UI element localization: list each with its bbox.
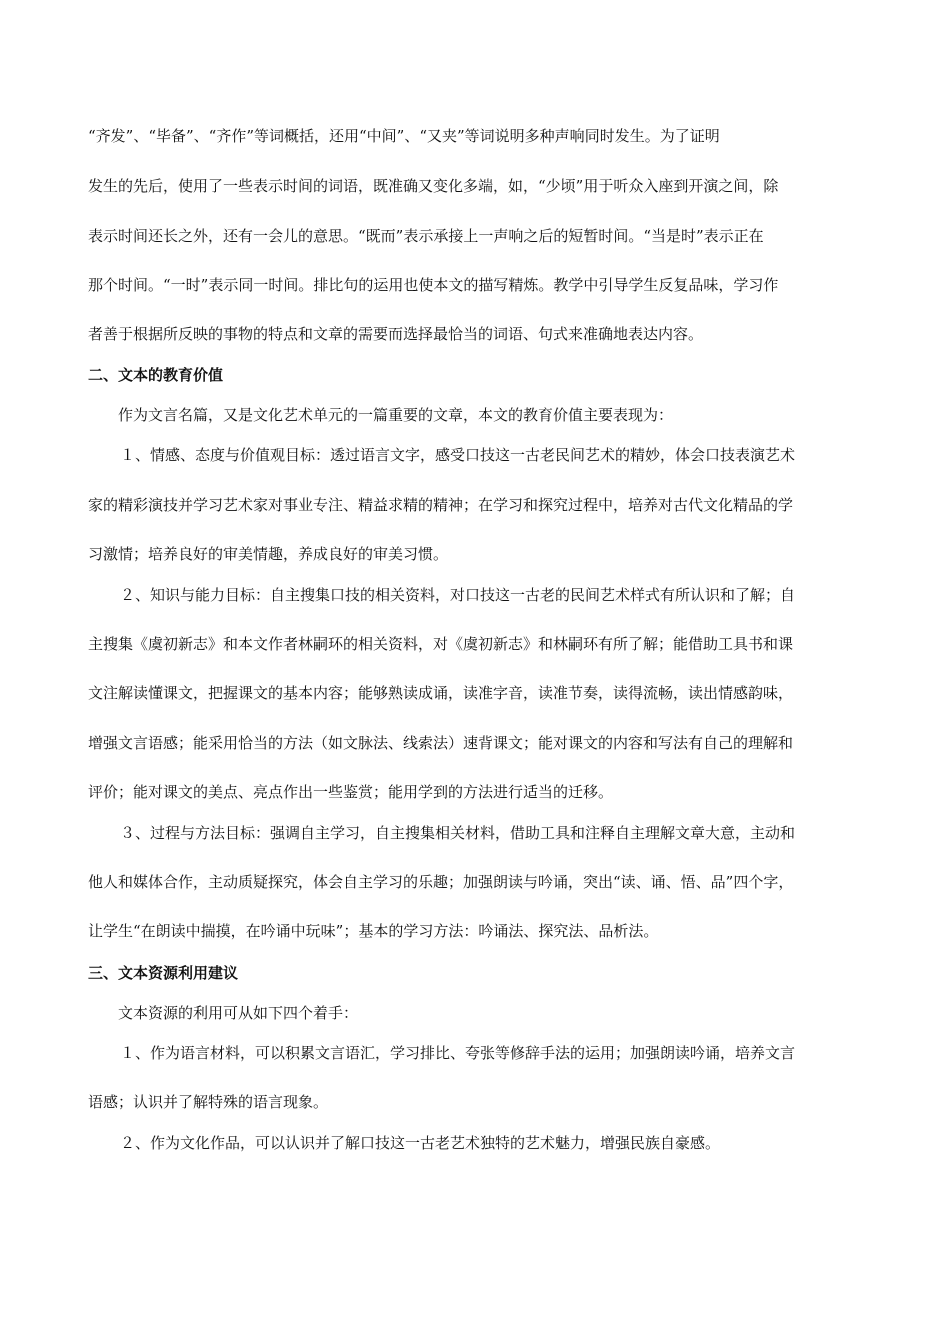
paragraph-line: 发生的先后，使用了一些表示时间的词语，既准确又变化多端，如，“少顷”用于听众入座到开演之间，除 bbox=[88, 177, 779, 195]
paragraph-line: 他人和媒体合作，主动质疑探究，体会自主学习的乐趣；加强朗读与吟诵，突出“读、诵、悟、品”四个字， bbox=[88, 873, 794, 891]
section-heading: 二、文本的教育价值 bbox=[88, 366, 224, 384]
paragraph-line: 者善于根据所反映的事物的特点和文章的需要而选择最恰当的词语、句式来准确地表达内容。 bbox=[88, 325, 704, 343]
paragraph-line: 那个时间。“一时”表示同一时间。排比句的运用也使本文的描写精炼。教学中引导学生反复品味，学习作 bbox=[88, 276, 779, 294]
paragraph-line: 文本资源的利用可从如下四个着手： bbox=[118, 1004, 359, 1022]
paragraph-line: ２、作为文化作品，可以认识并了解口技这一古老艺术独特的艺术魅力，增强民族自豪感。 bbox=[120, 1134, 721, 1152]
paragraph-line: ３、过程与方法目标：强调自主学习，自主搜集相关材料，借助工具和注释自主理解文章大意，主动和 bbox=[120, 824, 796, 842]
paragraph-line: 让学生“在朗读中揣摸，在吟诵中玩味”；基本的学习方法：吟诵法、探究法、品析法。 bbox=[88, 922, 659, 940]
paragraph-line: 家的精彩演技并学习艺术家对事业专注、精益求精的精神；在学习和探究过程中，培养对古代文化精品的学 bbox=[88, 496, 794, 514]
paragraph-line: “齐发”、“毕备”、“齐作”等词概括，还用“中间”、“又夹”等词说明多种声响同时发生。为了证明 bbox=[88, 127, 720, 145]
paragraph-line: １、情感、态度与价值观目标：透过语言文字，感受口技这一古老民间艺术的精妙，体会口技表演艺术 bbox=[120, 446, 796, 464]
paragraph-line: ２、知识与能力目标：自主搜集口技的相关资料，对口技这一古老的民间艺术样式有所认识和了解；自 bbox=[120, 586, 796, 604]
section-heading: 三、文本资源利用建议 bbox=[88, 964, 239, 982]
paragraph-line: 增强文言语感；能采用恰当的方法（如文脉法、线索法）速背课文；能对课文的内容和写法有自己的理解和 bbox=[88, 734, 794, 752]
paragraph-line: 文注解读懂课文，把握课文的基本内容；能够熟读成诵，读准字音，读准节奏，读得流畅，读出情感韵味， bbox=[88, 684, 794, 702]
paragraph-line: 习激情；培养良好的审美情趣，养成良好的审美习惯。 bbox=[88, 545, 449, 563]
paragraph-line: 语感；认识并了解特殊的语言现象。 bbox=[88, 1093, 329, 1111]
paragraph-line: 评价；能对课文的美点、亮点作出一些鉴赏；能用学到的方法进行适当的迁移。 bbox=[88, 783, 614, 801]
paragraph-line: 表示时间还长之外，还有一会儿的意思。“既而”表示承接上一声响之后的短暂时间。“当是时”表示正在 bbox=[88, 227, 764, 245]
paragraph-line: 主搜集《虞初新志》和本文作者林嗣环的相关资料，对《虞初新志》和林嗣环有所了解；能借助工具书和课 bbox=[88, 635, 794, 653]
paragraph-line: 作为文言名篇，又是文化艺术单元的一篇重要的文章，本文的教育价值主要表现为： bbox=[118, 406, 674, 424]
paragraph-line: １、作为语言材料，可以积累文言语汇，学习排比、夸张等修辞手法的运用；加强朗读吟诵，培养文言 bbox=[120, 1044, 796, 1062]
